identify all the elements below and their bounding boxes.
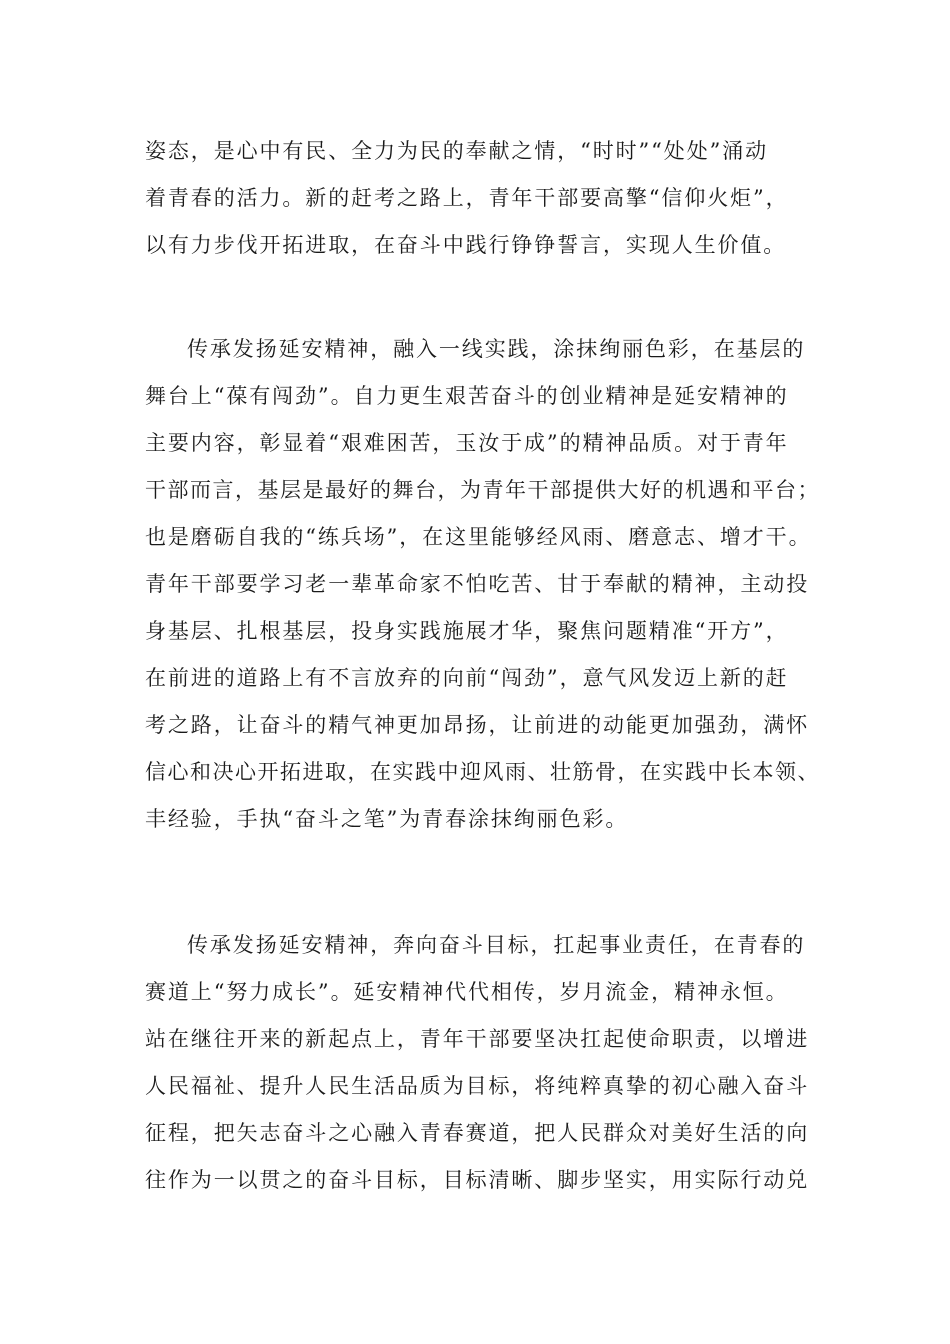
paragraph-line: 传承发扬延安精神，融入一线实践，涂抹绚丽色彩，在基层的 bbox=[187, 337, 806, 361]
paragraph-line: 站在继往开来的新起点上，青年干部要坚决扛起使命职责，以增进 bbox=[145, 1027, 810, 1051]
paragraph-1 bbox=[145, 128, 825, 269]
paragraph-line: 身基层、扎根基层，投身实践施展才华，聚焦问题精准“开方”， bbox=[145, 619, 789, 643]
paragraph-line: 舞台上“葆有闯劲”。自力更生艰苦奋斗的创业精神是延安精神的 bbox=[145, 384, 789, 408]
paragraph-line: 着青春的活力。新的赶考之路上，青年干部要高擎“信仰火炬”， bbox=[145, 186, 789, 210]
paragraph-line: 传承发扬延安精神，奔向奋斗目标，扛起事业责任，在青春的 bbox=[187, 933, 806, 957]
paragraph-line: 以有力步伐开拓进取，在奋斗中践行铮铮誓言，实现人生价值。 bbox=[145, 233, 787, 257]
paragraph-line: 信心和决心开拓进取，在实践中迎风雨、壮筋骨，在实践中长本领、 bbox=[145, 760, 820, 784]
paragraph-line: 在前进的道路上有不言放弃的向前“闯劲”，意气风发迈上新的赶 bbox=[145, 666, 789, 690]
paragraph-line: 征程，把矢志奋斗之心融入青春赛道，把人民群众对美好生活的向 bbox=[145, 1121, 810, 1145]
paragraph-line: 赛道上“努力成长”。延安精神代代相传，岁月流金，精神永恒。 bbox=[145, 980, 789, 1004]
paragraph-line: 青年干部要学习老一辈革命家不怕吃苦、甘于奉献的精神，主动投 bbox=[145, 572, 810, 596]
paragraph-line: 也是磨砺自我的“练兵场”，在这里能够经风雨、磨意志、增才干。 bbox=[145, 525, 812, 549]
paragraph-2 bbox=[145, 326, 825, 843]
paragraph-line: 考之路，让奋斗的精气神更加昂扬，让前进的动能更加强劲，满怀 bbox=[145, 713, 810, 737]
paragraph-line: 丰经验，手执“奋斗之笔”为青春涂抹绚丽色彩。 bbox=[145, 807, 629, 831]
paragraph-line: 主要内容，彰显着“艰难困苦，玉汝于成”的精神品质。对于青年 bbox=[145, 431, 789, 455]
paragraph-3 bbox=[145, 922, 825, 1204]
paragraph-line: 干部而言，基层是最好的舞台，为青年干部提供大好的机遇和平台； bbox=[145, 478, 820, 502]
paragraph-line: 往作为一以贯之的奋斗目标，目标清晰、脚步坚实，用实际行动兑 bbox=[145, 1168, 810, 1192]
paragraph-line: 人民福祉、提升人民生活品质为目标，将纯粹真挚的初心融入奋斗 bbox=[145, 1074, 810, 1098]
paragraph-line: 姿态，是心中有民、全力为民的奉献之情，“时时”“处处”涌动 bbox=[145, 139, 769, 163]
